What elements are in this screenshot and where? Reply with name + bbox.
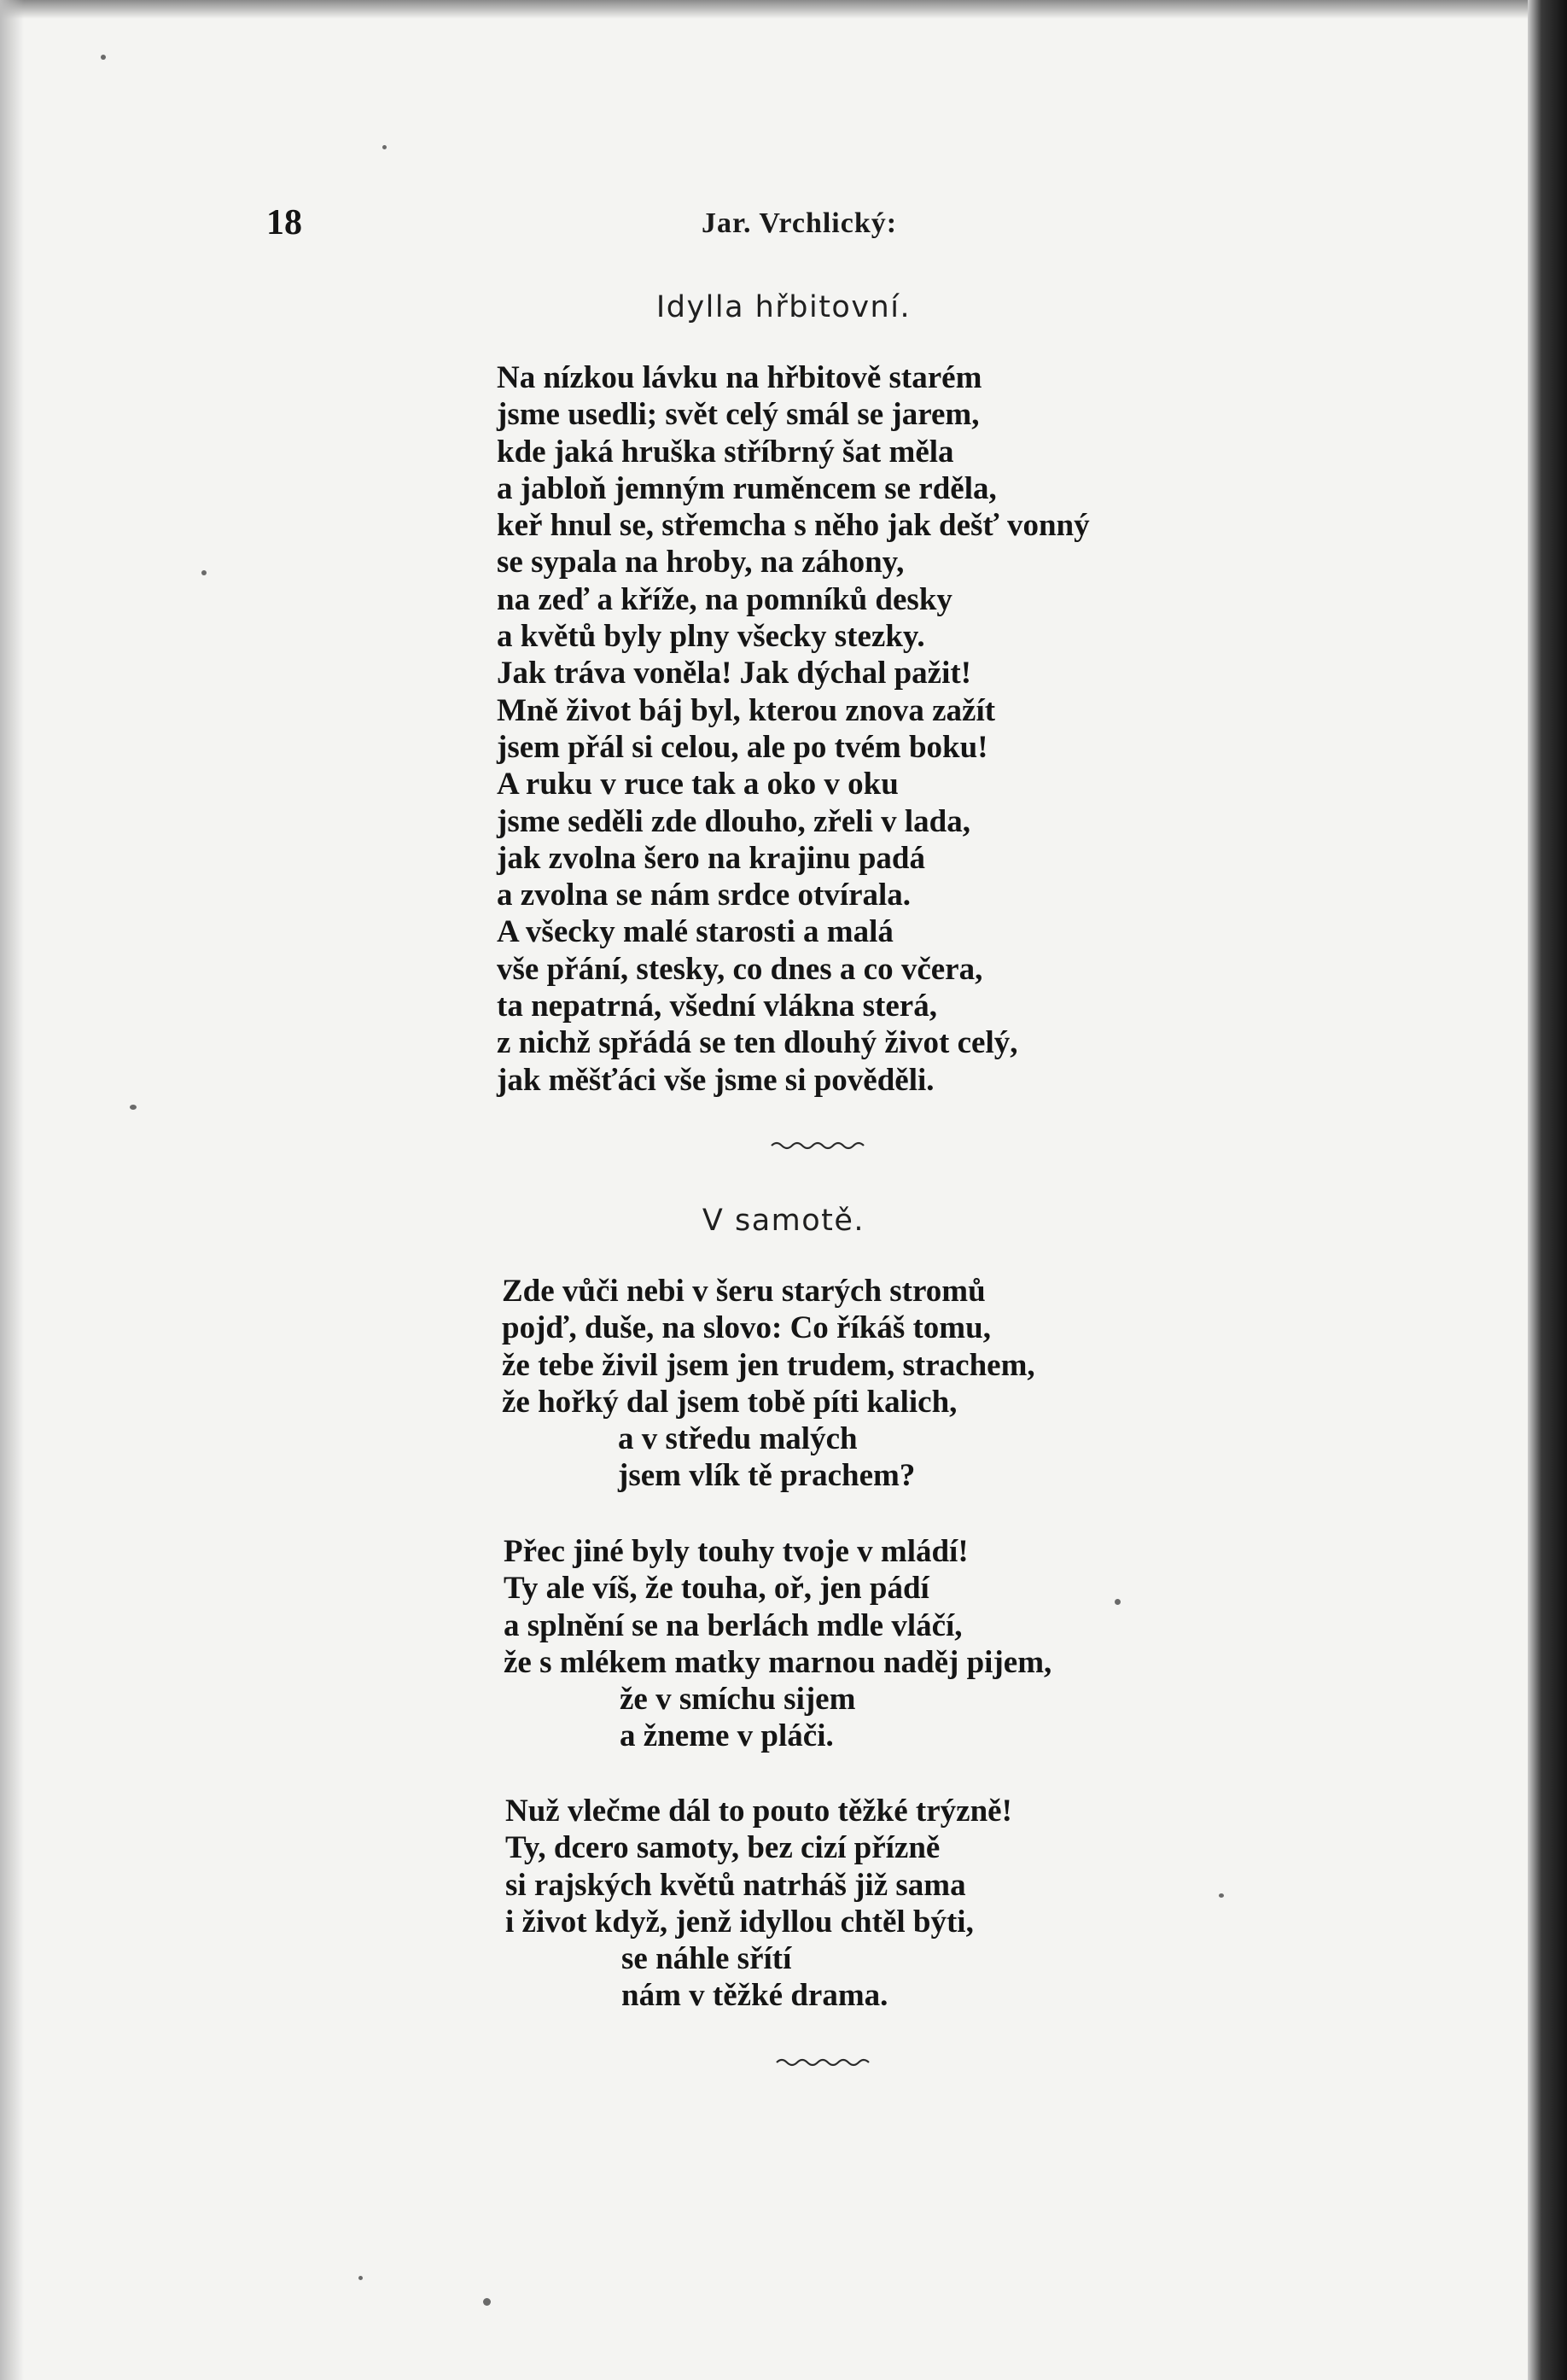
verse-line: jsem přál si celou, ale po tvém boku! bbox=[497, 729, 988, 765]
poem-title-idylla: Idylla hřbitovní. bbox=[655, 290, 912, 324]
verse-line: Přec jiné byly touhy tvoje v mládí! bbox=[504, 1534, 969, 1569]
verse-line: Nuž vlečme dál to pouto těžké trýzně! bbox=[505, 1794, 1012, 1829]
paper-speck bbox=[1219, 1893, 1224, 1898]
page-top-shadow bbox=[0, 0, 1567, 19]
verse-line: jsme usedli; svět celý smál se jarem, bbox=[497, 397, 980, 433]
paper-speck bbox=[358, 2276, 363, 2280]
poem-v-samote-stanza-2 bbox=[504, 1533, 1051, 1755]
verse-line: A všecky malé starosti a malá bbox=[497, 914, 894, 950]
verse-line: Mně život báj byl, kterou znova zažít bbox=[497, 692, 996, 728]
verse-line: jak měšťáci vše jsme si pověděli. bbox=[497, 1062, 935, 1098]
verse-line-indented: a v středu malých bbox=[618, 1421, 858, 1457]
running-title: Jar. Vrchlický: bbox=[702, 207, 898, 239]
verse-line: jsme seděli zde dlouho, zřeli v lada, bbox=[497, 803, 970, 839]
paper-speck bbox=[101, 55, 106, 60]
verse-line-indented: jsem vlík tě prachem? bbox=[618, 1458, 916, 1494]
verse-line-indented: nám v těžké drama. bbox=[621, 1978, 888, 2014]
verse-line: že s mlékem matky marnou naděj pijem, bbox=[504, 1644, 1052, 1680]
verse-line-indented: že v smíchu sijem bbox=[620, 1682, 856, 1718]
verse-line: Jak tráva voněla! Jak dýchal pažit! bbox=[497, 656, 972, 691]
paper-speck bbox=[483, 2298, 491, 2306]
page-left-shadow bbox=[0, 0, 24, 2380]
verse-line: na zeď a kříže, na pomníků desky bbox=[497, 581, 952, 617]
paper-speck bbox=[1115, 1599, 1121, 1605]
verse-line: jak zvolna šero na krajinu padá bbox=[497, 840, 925, 876]
poem-v-samote-stanza-1 bbox=[502, 1273, 1035, 1495]
verse-line: Zde vůči nebi v šeru starých stromů bbox=[502, 1274, 986, 1309]
verse-line: vše přání, stesky, co dnes a co včera, bbox=[497, 951, 983, 987]
poem-v-samote-stanza-3 bbox=[505, 1793, 1012, 2015]
verse-line-indented: a žneme v pláči. bbox=[620, 1718, 834, 1754]
verse-line: A ruku v ruce tak a oko v oku bbox=[497, 767, 899, 802]
verse-line: že hořký dal jsem tobě píti kalich, bbox=[502, 1384, 958, 1420]
verse-line: Na nízkou lávku na hřbitově starém bbox=[497, 360, 982, 395]
running-head bbox=[0, 198, 1567, 249]
verse-line: a květů byly plny všecky stezky. bbox=[497, 619, 925, 655]
verse-line: keř hnul se, střemcha s něho jak dešť vonný bbox=[497, 508, 1090, 544]
verse-line: a zvolna se nám srdce otvírala. bbox=[497, 878, 912, 913]
verse-line: kde jaká hruška stříbrný šat měla bbox=[497, 434, 954, 470]
poem-title-v-samote: V samotě. bbox=[702, 1204, 865, 1238]
page-binding-edge bbox=[1528, 0, 1567, 2380]
verse-line: ta nepatrná, všední vlákna sterá, bbox=[497, 989, 937, 1024]
verse-line: Ty ale víš, že touha, oř, jen pádí bbox=[504, 1571, 929, 1607]
poem-idylla-body bbox=[497, 359, 1090, 1099]
verse-line: Ty, dcero samoty, bez cizí přízně bbox=[505, 1830, 941, 1866]
verse-line: z nichž spřádá se ten dlouhý život celý, bbox=[497, 1025, 1018, 1061]
paper-speck bbox=[382, 145, 387, 149]
verse-line: i život když, jenž idyllou chtěl býti, bbox=[505, 1904, 974, 1940]
verse-line: si rajských květů natrháš již sama bbox=[505, 1867, 966, 1903]
end-ornament bbox=[773, 2052, 876, 2069]
verse-line-indented: se náhle sřítí bbox=[621, 1941, 792, 1977]
paper-speck bbox=[130, 1105, 137, 1110]
verse-line: a splnění se na berlách mdle vláčí, bbox=[504, 1607, 963, 1643]
verse-line: a jabloň jemným ruměncem se rděla, bbox=[497, 470, 997, 506]
verse-line: že tebe živil jsem jen trudem, strachem, bbox=[502, 1347, 1035, 1383]
verse-line: se sypala na hroby, na záhony, bbox=[497, 545, 905, 580]
verse-line: pojď, duše, na slovo: Co říkáš tomu, bbox=[502, 1310, 991, 1346]
page-number: 18 bbox=[266, 203, 302, 242]
paper-speck bbox=[201, 570, 207, 575]
section-divider-ornament bbox=[768, 1135, 871, 1152]
